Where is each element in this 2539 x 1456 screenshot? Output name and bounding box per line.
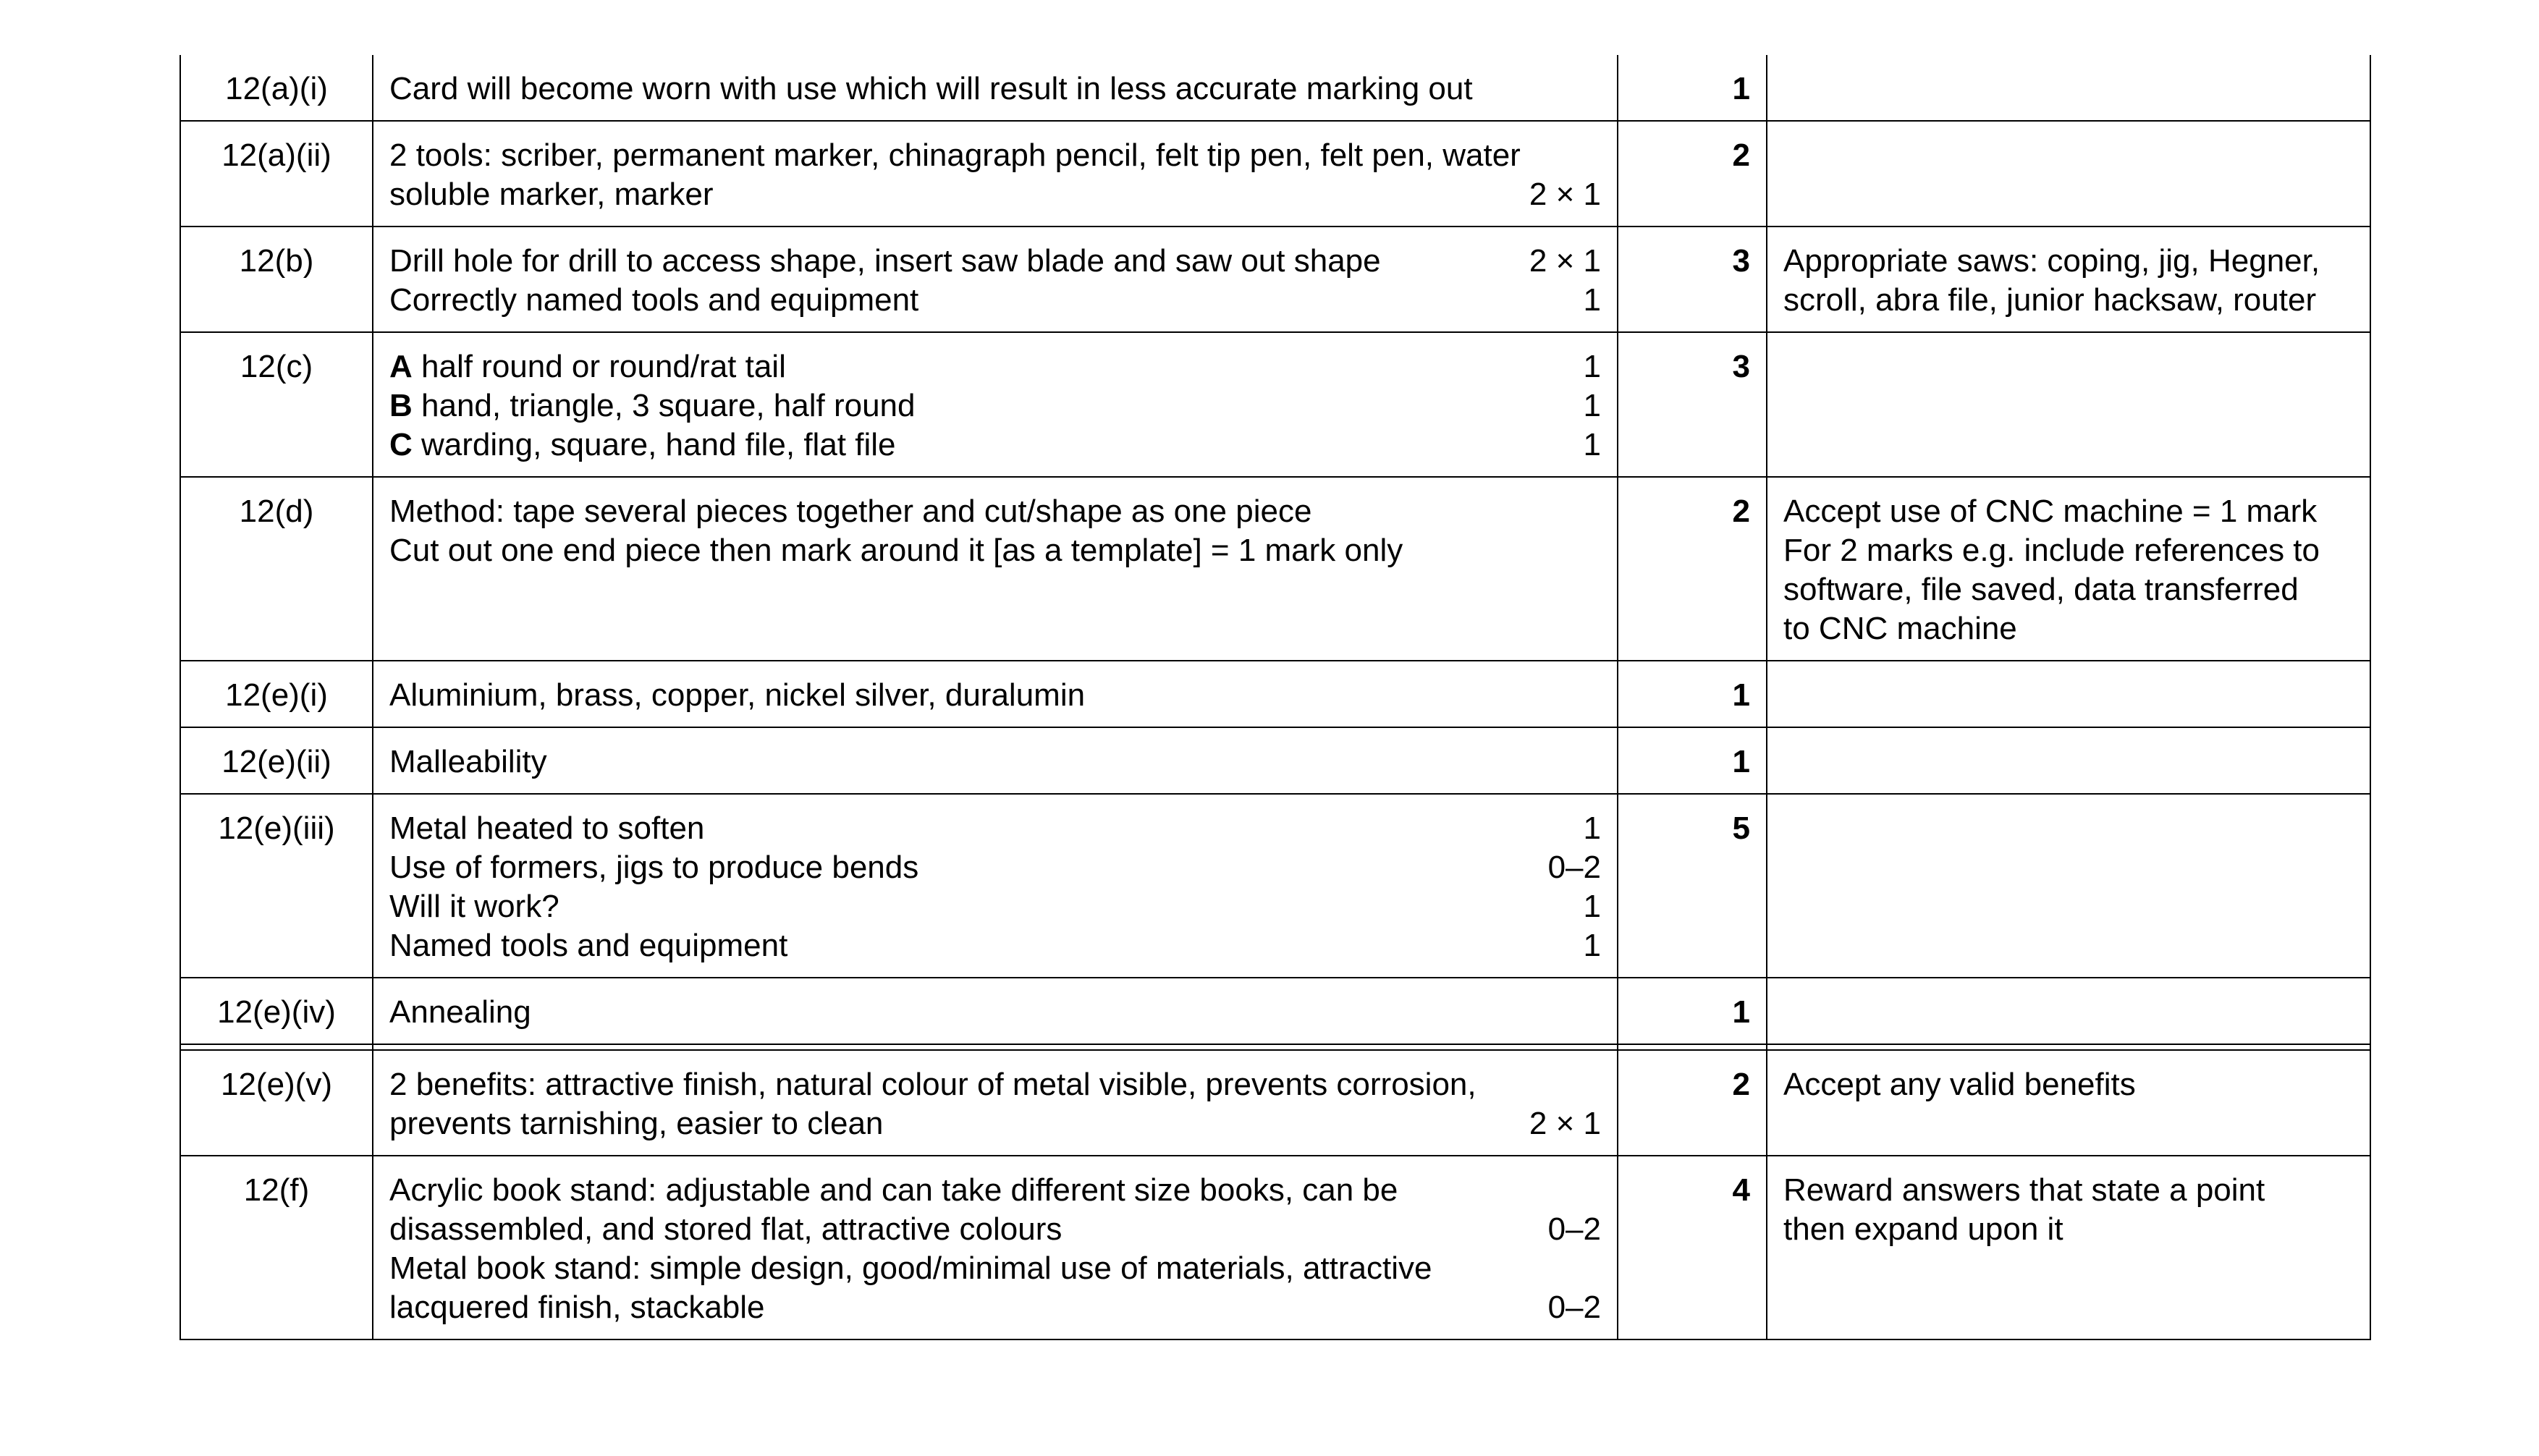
guidance-line: Accept use of CNC machine = 1 mark	[1783, 494, 2318, 529]
marks: 1	[1618, 727, 1767, 794]
table-row	[180, 727, 2370, 794]
answer	[373, 794, 1618, 978]
mark-allocation: 0–2	[1547, 1290, 1601, 1325]
mark-allocation: 1	[1583, 928, 1601, 963]
guidance	[1767, 727, 2370, 794]
marks: 2	[1618, 121, 1767, 227]
answer-line: prevents tarnishing, easier to clean	[389, 1106, 884, 1141]
question-number: 12(f)	[180, 1156, 373, 1339]
mark-allocation: 1	[1583, 282, 1601, 318]
guidance	[1767, 661, 2370, 727]
answer	[373, 661, 1618, 727]
mark-scheme	[179, 55, 2370, 1340]
question-number: 12(e)(ii)	[180, 727, 373, 794]
mark-allocation: 1	[1583, 889, 1601, 924]
guidance-line: Appropriate saws: coping, jig, Hegner,	[1783, 243, 2320, 279]
marks: 3	[1618, 227, 1767, 332]
answer-line: Will it work?	[389, 889, 559, 924]
answer-line: Metal heated to soften	[389, 810, 705, 846]
question-number: 12(a)(i)	[180, 55, 373, 121]
answer-line: Named tools and equipment	[389, 928, 788, 963]
guidance-line: Accept any valid benefits	[1783, 1067, 2136, 1102]
file-key-label: A	[389, 349, 413, 384]
marks: 5	[1618, 794, 1767, 978]
answer	[373, 332, 1618, 477]
marks: 4	[1618, 1156, 1767, 1339]
answer-line: Malleability	[389, 744, 547, 779]
marks: 2	[1618, 477, 1767, 661]
answer-line: Use of formers, jigs to produce bends	[389, 850, 919, 885]
marks: 2	[1618, 1050, 1767, 1156]
table-row	[180, 794, 2370, 978]
question-number: 12(e)(v)	[180, 1050, 373, 1156]
answer-line: Method: tape several pieces together and cut/shape as one piece	[389, 494, 1312, 529]
marks: 1	[1618, 661, 1767, 727]
marks: 1	[1618, 55, 1767, 121]
question-number: 12(a)(ii)	[180, 121, 373, 227]
gap-cell	[1767, 1044, 2370, 1050]
answer	[373, 477, 1618, 661]
table-row	[180, 978, 2370, 1044]
question-number: 12(d)	[180, 477, 373, 661]
guidance	[1767, 121, 2370, 227]
guidance	[1767, 1050, 2370, 1156]
table-row	[180, 332, 2370, 477]
marks: 1	[1618, 978, 1767, 1044]
answer	[373, 978, 1618, 1044]
table-row	[180, 1156, 2370, 1339]
question-number: 12(e)(i)	[180, 661, 373, 727]
answer-line: Correctly named tools and equipment	[389, 282, 919, 318]
mark-allocation: 1	[1583, 810, 1601, 846]
table-row	[180, 121, 2370, 227]
answer-line: Aluminium, brass, copper, nickel silver, duralumin	[389, 677, 1086, 713]
guidance-line: to CNC machine	[1783, 611, 2017, 646]
answer-line: soluble marker, marker	[389, 177, 714, 212]
mark-allocation: 1	[1583, 349, 1601, 384]
answer-line: Acrylic book stand: adjustable and can take different size books, can be	[389, 1172, 1398, 1208]
answer-line: Annealing	[389, 994, 531, 1030]
answer-line: lacquered finish, stackable	[389, 1290, 765, 1325]
answer-line: Drill hole for drill to access shape, insert saw blade and saw out shape	[389, 243, 1381, 279]
guidance-line: scroll, abra file, junior hacksaw, router	[1783, 282, 2317, 318]
guidance	[1767, 55, 2370, 121]
mark-allocation: 1	[1583, 427, 1601, 462]
table-row	[180, 227, 2370, 332]
table-row	[180, 661, 2370, 727]
guidance	[1767, 227, 2370, 332]
table-row	[180, 55, 2370, 121]
answer	[373, 227, 1618, 332]
answer-line: Card will become worn with use which will result in less accurate marking out	[389, 71, 1473, 106]
answer-line: Cut out one end piece then mark around it [as a template] = 1 mark only	[389, 533, 1403, 568]
guidance-line: For 2 marks e.g. include references to	[1783, 533, 2320, 568]
file-key-label: B	[389, 388, 413, 423]
guidance	[1767, 332, 2370, 477]
answer-line: hand, triangle, 3 square, half round	[412, 388, 916, 423]
marks: 3	[1618, 332, 1767, 477]
guidance	[1767, 794, 2370, 978]
answer	[373, 55, 1618, 121]
guidance	[1767, 1156, 2370, 1339]
question-number: 12(b)	[180, 227, 373, 332]
question-number: 12(e)(iv)	[180, 978, 373, 1044]
guidance	[1767, 477, 2370, 661]
answer-line: half round or round/rat tail	[412, 349, 786, 384]
answer-line: Metal book stand: simple design, good/minimal use of materials, attractive	[389, 1250, 1432, 1286]
mark-allocation: 2 × 1	[1529, 1106, 1601, 1141]
file-key-label: C	[389, 427, 413, 462]
mark-allocation: 1	[1583, 388, 1601, 423]
question-number: 12(c)	[180, 332, 373, 477]
mark-allocation: 2 × 1	[1529, 177, 1601, 212]
table-row	[180, 1050, 2370, 1156]
mark-allocation: 2 × 1	[1529, 243, 1601, 279]
question-number: 12(e)(iii)	[180, 794, 373, 978]
guidance	[1767, 978, 2370, 1044]
answer-line: 2 benefits: attractive finish, natural colour of metal visible, prevents corrosion,	[389, 1067, 1476, 1102]
answer	[373, 1050, 1618, 1156]
answer-line: warding, square, hand file, flat file	[412, 427, 896, 462]
gap-cell	[180, 1044, 373, 1050]
mark-allocation: 0–2	[1547, 1211, 1601, 1247]
answer	[373, 121, 1618, 227]
page-break-gap	[180, 1044, 2370, 1050]
answer	[373, 727, 1618, 794]
mark-allocation: 0–2	[1547, 850, 1601, 885]
gap-cell	[1618, 1044, 1767, 1050]
answer	[373, 1156, 1618, 1339]
guidance-line: software, file saved, data transferred	[1783, 572, 2299, 607]
mark-scheme-table	[179, 55, 2371, 1340]
table-row	[180, 477, 2370, 661]
guidance-line: Reward answers that state a point	[1783, 1172, 2265, 1208]
answer-line: 2 tools: scriber, permanent marker, chinagraph pencil, felt tip pen, felt pen, water	[389, 137, 1521, 173]
answer-line: disassembled, and stored flat, attractive colours	[389, 1211, 1063, 1247]
gap-cell	[373, 1044, 1618, 1050]
guidance-line: then expand upon it	[1783, 1211, 2063, 1247]
